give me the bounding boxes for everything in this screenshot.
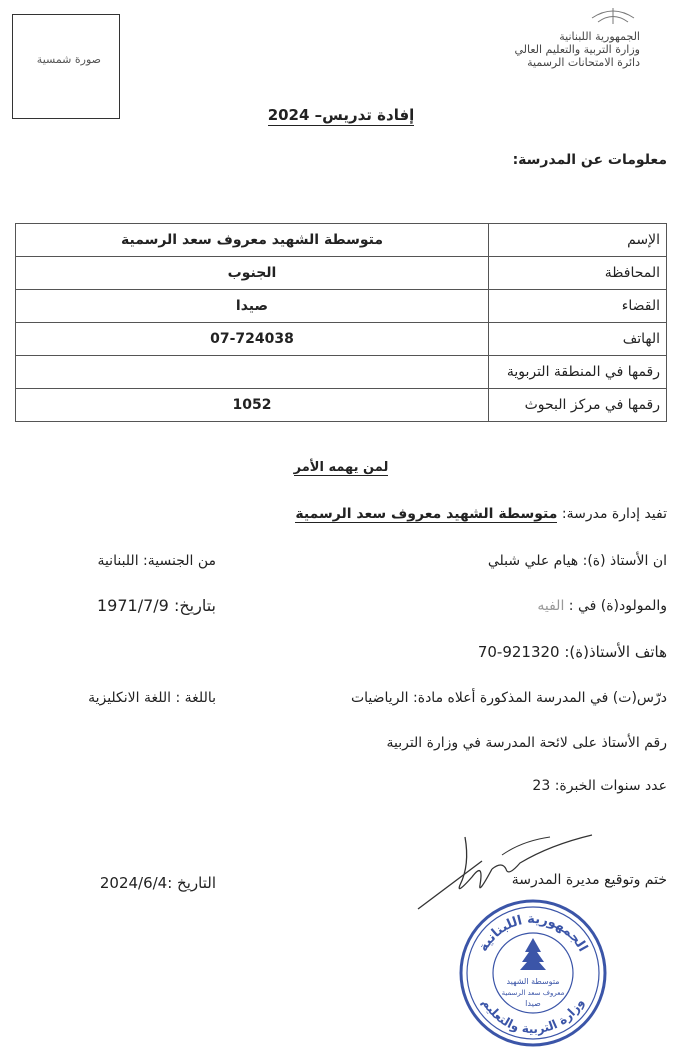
nationality-line: من الجنسية: اللبنانية <box>97 553 216 569</box>
to-whom-text: لمن يهمه الأمر <box>293 460 389 475</box>
row-label: المحافظة <box>489 257 667 290</box>
row-value: 1052 <box>16 389 489 422</box>
signature-label: ختم وتوقيع مديرة المدرسة <box>511 872 667 888</box>
admin-school-name: متوسطة الشهيد معروف سعد الرسمية <box>295 506 558 522</box>
stamp-outer-top: الجمهورية اللبنانية <box>475 911 591 955</box>
experience-line: عدد سنوات الخبرة: 23 <box>532 778 667 794</box>
birth-date-line: بتاريخ: 1971/7/9 <box>97 596 216 615</box>
cedar-emblem-icon <box>520 938 546 970</box>
taught-subject-line: درّس(ت) في المدرسة المذكورة أعلاه مادة: الرياضيات <box>350 690 667 706</box>
table-row <box>16 224 667 257</box>
official-school-stamp <box>458 898 608 1048</box>
photo-placeholder-box <box>12 14 120 119</box>
table-row <box>16 389 667 422</box>
stamp-inner-line-2: معروف سعد الرسمية <box>501 989 565 997</box>
row-value: الجنوب <box>16 257 489 290</box>
born-prefix: والمولود(ة) في : <box>568 598 667 614</box>
row-value: 07-724038 <box>16 323 489 356</box>
row-label: رقمها في مركز البحوث <box>489 389 667 422</box>
stamp-inner-line-1: متوسطة الشهيد <box>506 977 560 986</box>
document-title <box>0 106 682 124</box>
school-info-heading: معلومات عن المدرسة: <box>512 152 667 168</box>
birthplace-line <box>537 598 667 614</box>
admin-prefix: تفيد إدارة مدرسة: <box>561 506 667 522</box>
ministry-header <box>514 30 640 69</box>
stamp-outer-bottom: وزارة التربية والتعليم <box>479 995 587 1037</box>
row-label: القضاء <box>489 290 667 323</box>
row-value: متوسطة الشهيد معروف سعد الرسمية <box>16 224 489 257</box>
born-place: الفيه <box>537 598 565 614</box>
table-row <box>16 290 667 323</box>
roster-line: رقم الأستاذ على لائحة المدرسة في وزارة التربية <box>386 735 667 751</box>
teacher-line: ان الأستاذ (ة): هيام علي شبلي <box>487 553 667 569</box>
administration-line <box>295 506 667 522</box>
stamp-inner-line-3: صيدا <box>525 999 541 1008</box>
language-line: باللغة : اللغة الانكليزية <box>88 690 216 706</box>
row-label: الإسم <box>489 224 667 257</box>
header-ministry: وزارة التربية والتعليم العالي <box>514 43 640 56</box>
header-republic: الجمهورية اللبنانية <box>559 30 640 43</box>
table-row <box>16 356 667 389</box>
table-row <box>16 323 667 356</box>
row-value: صيدا <box>16 290 489 323</box>
to-whom-heading <box>0 460 682 475</box>
teacher-phone-line: هاتف الأستاذ(ة): 921320-70 <box>477 643 667 661</box>
date-line: التاريخ :2024/6/4 <box>99 874 216 892</box>
document-title-text: إفادة تدريس– 2024 <box>267 106 415 124</box>
row-value <box>16 356 489 389</box>
table-row <box>16 257 667 290</box>
header-department: دائرة الامتحانات الرسمية <box>527 56 640 69</box>
row-label: الهاتف <box>489 323 667 356</box>
photo-label: صورة شمسية <box>36 53 101 66</box>
school-info-table <box>15 223 667 422</box>
header-emblem-icon <box>588 2 638 28</box>
row-label: رقمها في المنطقة التربوية <box>489 356 667 389</box>
